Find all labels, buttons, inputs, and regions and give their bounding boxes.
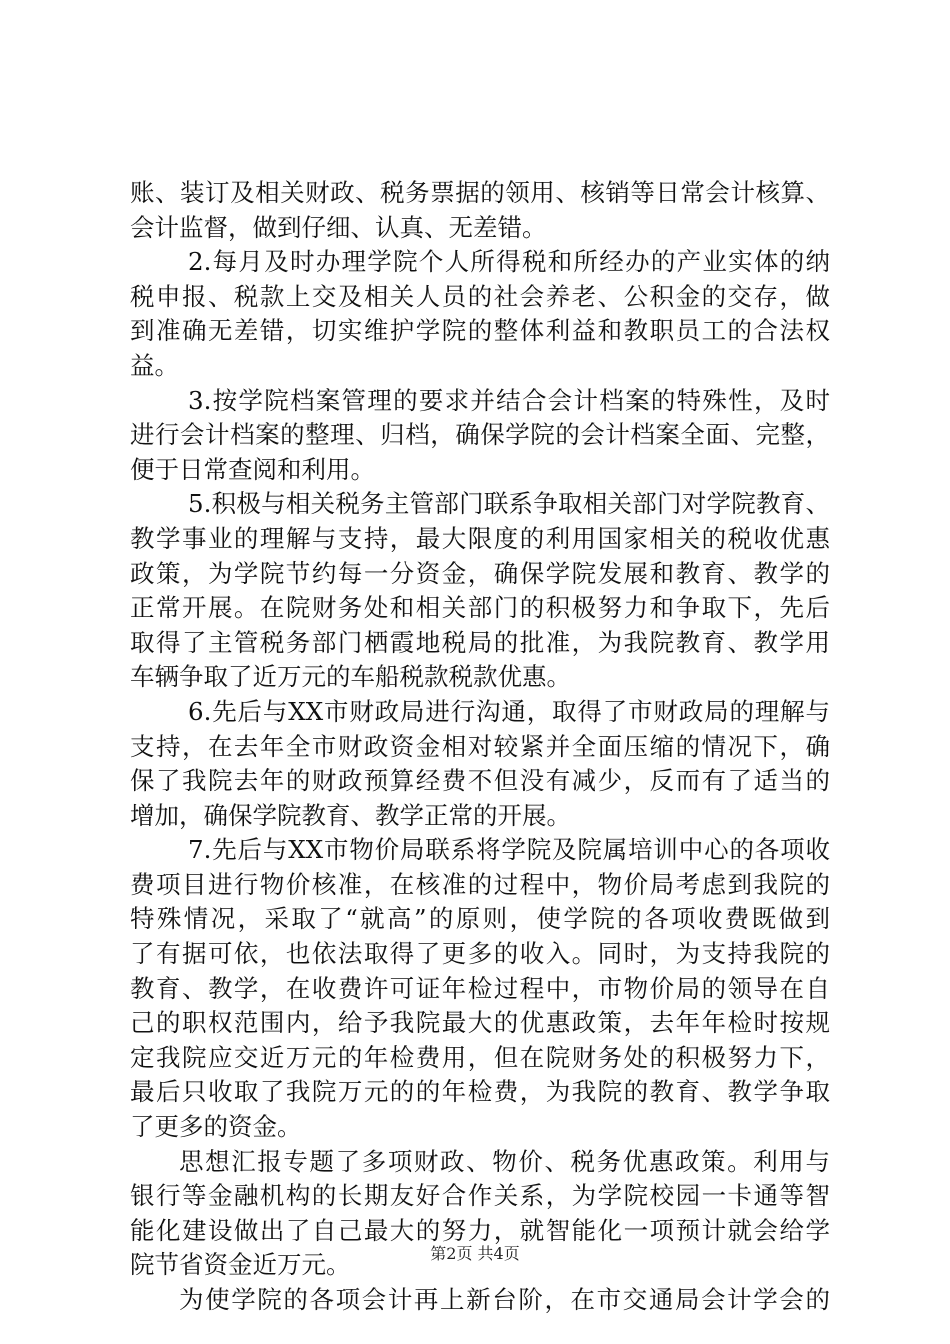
text-line: 了更多的资金。 bbox=[130, 1112, 302, 1142]
text-line: 己的职权范围内，给予我院最大的优惠政策，去年年检时按规 bbox=[130, 1008, 830, 1038]
text-line: 能化建设做出了自己最大的努力，就智能化一项预计就会给学 bbox=[130, 1215, 830, 1245]
text-line: 了有据可依，也依法取得了更多的收入。同时，为支持我院的 bbox=[130, 939, 830, 969]
paragraph-first-line: 2.每月及时办理学院个人所得税和所经办的产业实体的纳 bbox=[188, 247, 830, 277]
body-text bbox=[130, 176, 830, 1318]
text-line: 税申报、税款上交及相关人员的社会养老、公积金的交存，做 bbox=[130, 281, 830, 311]
text-line: 教育、教学，在收费许可证年检过程中，市物价局的领导在自 bbox=[130, 973, 830, 1003]
text-line: 支持，在去年全市财政资金相对较紧并全面压缩的情况下，确 bbox=[130, 731, 830, 761]
text-line: 便于日常查阅和利用。 bbox=[130, 454, 375, 484]
text-line: 正常开展。在院财务处和相关部门的积极努力和争取下，先后 bbox=[130, 593, 830, 623]
text-line: 账、装订及相关财政、税务票据的领用、核销等日常会计核算、 bbox=[130, 178, 830, 207]
text-line: 政策，为学院节约每一分资金，确保学院发展和教育、教学的 bbox=[130, 558, 830, 588]
text-line: 特殊情况，采取了“就高”的原则，使学院的各项收费既做到 bbox=[130, 904, 830, 934]
paragraph-first-line: 3.按学院档案管理的要求并结合会计档案的特殊性，及时 bbox=[188, 385, 830, 415]
text-line: 会计监督，做到仔细、认真、无差错。 bbox=[130, 212, 547, 242]
text-line: 进行会计档案的整理、归档，确保学院的会计档案全面、完整， bbox=[130, 420, 830, 450]
text-line: 取得了主管税务部门栖霞地税局的批准，为我院教育、教学用 bbox=[130, 627, 830, 657]
text-line: 教学事业的理解与支持，最大限度的利用国家相关的税收优惠 bbox=[130, 523, 830, 553]
text-line: 院节省资金近万元。 bbox=[130, 1250, 351, 1280]
paragraph-first-line: 7.先后与XX市物价局联系将学院及院属培训中心的各项收 bbox=[188, 835, 830, 865]
text-line: 到准确无差错，切实维护学院的整体利益和教职员工的合法权 bbox=[130, 316, 830, 346]
text-line: 保了我院去年的财政预算经费不但没有减少，反而有了适当的 bbox=[130, 766, 830, 796]
paragraph-first-line: 5.积极与相关税务主管部门联系争取相关部门对学院教育、 bbox=[188, 489, 830, 519]
text-line: 益。 bbox=[130, 350, 179, 380]
text-line: 最后只收取了我院万元的的年检费，为我院的教育、教学争取 bbox=[130, 1077, 830, 1107]
page-number: 第2页 共4页 bbox=[430, 1244, 520, 1263]
paragraph-first-line: 6.先后与XX市财政局进行沟通，取得了市财政局的理解与 bbox=[188, 696, 830, 726]
page-footer bbox=[0, 1244, 950, 1264]
paragraph-first-line: 思想汇报专题了多项财政、物价、税务优惠政策。利用与 bbox=[179, 1146, 830, 1176]
text-line: 定我院应交近万元的年检费用，但在院财务处的积极努力下， bbox=[130, 1042, 830, 1072]
text-line: 费项目进行物价核准，在核准的过程中，物价局考虑到我院的 bbox=[130, 869, 830, 899]
paragraph-first-line: 为使学院的各项会计再上新台阶，在市交通局会计学会的 bbox=[179, 1285, 830, 1314]
text-line: 银行等金融机构的长期友好合作关系，为学院校园一卡通等智 bbox=[130, 1181, 830, 1211]
text-line: 增加，确保学院教育、教学正常的开展。 bbox=[130, 800, 571, 830]
text-line: 车辆争取了近万元的车船税款税款优惠。 bbox=[130, 662, 571, 692]
